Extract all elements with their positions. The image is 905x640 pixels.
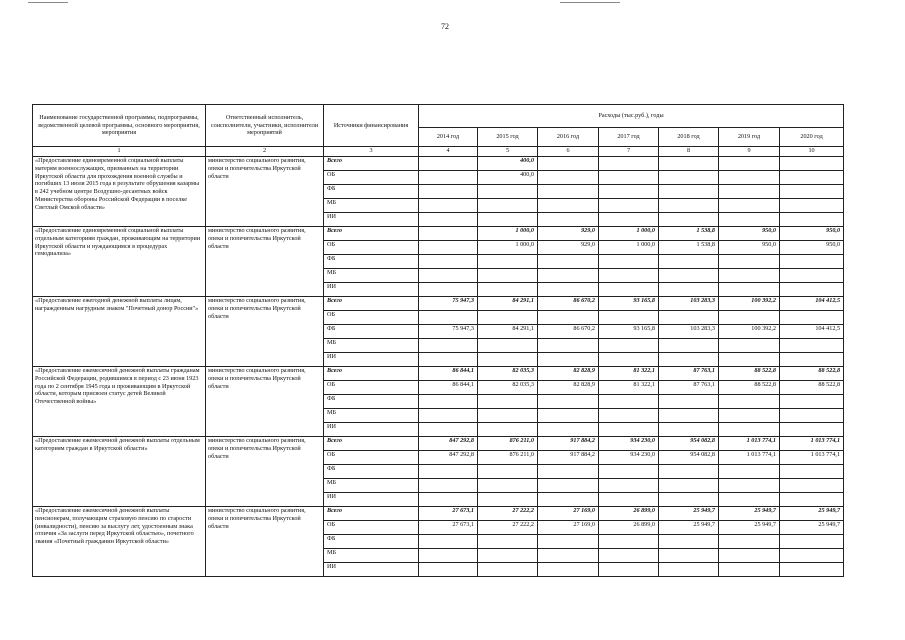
program-name: «Предоставление ежегодной денежной выплаты лицам, награжденным нагрудным знаком "Почетный донор России"» bbox=[33, 297, 206, 367]
program-name: «Предоставление ежемесячной денежной выплаты гражданам Российской Федерации, родившимся в период с 23 июня 1923 года по 2 сентября 1945 года и проживающим в Иркутской области, которым присвоен статус детей Великой Отечественной войны» bbox=[33, 367, 206, 437]
header-expenses: Расходы (тыс.руб.), годы bbox=[419, 105, 844, 128]
executor: министерство социального развития, опеки и попечительства Иркутской области bbox=[206, 227, 324, 297]
amount-cell bbox=[780, 465, 844, 479]
amount-cell: 25 949,7 bbox=[780, 521, 844, 535]
header-year: 2014 год bbox=[419, 128, 478, 147]
amount-cell bbox=[659, 339, 719, 353]
amount-cell: 847 292,8 bbox=[419, 437, 478, 451]
funding-source: ОБ bbox=[324, 521, 419, 535]
amount-cell bbox=[780, 535, 844, 549]
amount-cell: 950,0 bbox=[719, 227, 780, 241]
amount-cell bbox=[419, 353, 478, 367]
amount-cell bbox=[419, 465, 478, 479]
amount-cell bbox=[478, 535, 538, 549]
amount-cell bbox=[538, 493, 599, 507]
program-name: «Предоставление единовременной социальной выплаты матерям военнослужащих, призванных на территории Иркутской области для прохождения военной службы и погибших 13 июля 2015 года в результате обрушения казармы в 242 учебном центре Воздушно-десантных войск Министерства обороны Российской Федерации в поселке Светлый Омской области» bbox=[33, 157, 206, 227]
amount-cell bbox=[780, 423, 844, 437]
amount-cell: 26 899,0 bbox=[599, 521, 659, 535]
amount-cell bbox=[659, 465, 719, 479]
amount-cell bbox=[599, 311, 659, 325]
amount-cell: 929,0 bbox=[538, 227, 599, 241]
amount-cell bbox=[538, 269, 599, 283]
amount-cell bbox=[719, 185, 780, 199]
amount-cell bbox=[478, 339, 538, 353]
amount-cell bbox=[478, 479, 538, 493]
table-row bbox=[33, 507, 844, 521]
page-number: 72 bbox=[441, 22, 449, 31]
amount-cell bbox=[419, 213, 478, 227]
funding-source: МБ bbox=[324, 269, 419, 283]
amount-cell bbox=[599, 493, 659, 507]
amount-cell bbox=[780, 549, 844, 563]
amount-cell bbox=[538, 563, 599, 577]
executor: министерство социального развития, опеки и попечительства Иркутской области bbox=[206, 157, 324, 227]
amount-cell: 934 230,0 bbox=[599, 451, 659, 465]
header-year: 2018 год bbox=[659, 128, 719, 147]
amount-cell bbox=[719, 199, 780, 213]
header-year: 2017 год bbox=[599, 128, 659, 147]
amount-cell: 27 222,2 bbox=[478, 507, 538, 521]
amount-cell bbox=[719, 409, 780, 423]
amount-cell bbox=[538, 423, 599, 437]
amount-cell: 876 211,0 bbox=[478, 437, 538, 451]
amount-cell bbox=[419, 493, 478, 507]
amount-cell bbox=[478, 409, 538, 423]
amount-cell: 27 673,1 bbox=[419, 521, 478, 535]
amount-cell: 1 538,8 bbox=[659, 227, 719, 241]
executor: министерство социального развития, опеки и попечительства Иркутской области bbox=[206, 367, 324, 437]
amount-cell bbox=[659, 423, 719, 437]
amount-cell: 954 082,8 bbox=[659, 451, 719, 465]
amount-cell bbox=[419, 339, 478, 353]
funding-source: МБ bbox=[324, 409, 419, 423]
amount-cell bbox=[659, 493, 719, 507]
amount-cell: 847 292,8 bbox=[419, 451, 478, 465]
amount-cell bbox=[719, 535, 780, 549]
amount-cell: 26 899,0 bbox=[599, 507, 659, 521]
amount-cell: 82 828,9 bbox=[538, 381, 599, 395]
amount-cell bbox=[419, 479, 478, 493]
column-number: 3 bbox=[324, 147, 419, 157]
amount-cell: 88 522,8 bbox=[719, 367, 780, 381]
amount-cell bbox=[780, 479, 844, 493]
amount-cell: 86 670,2 bbox=[538, 297, 599, 311]
funding-source: ФБ bbox=[324, 185, 419, 199]
amount-cell: 1 000,0 bbox=[478, 227, 538, 241]
amount-cell: 82 035,3 bbox=[478, 367, 538, 381]
amount-cell: 25 949,7 bbox=[659, 521, 719, 535]
amount-cell bbox=[780, 563, 844, 577]
amount-cell: 1 013 774,1 bbox=[780, 451, 844, 465]
funding-source: Всего bbox=[324, 157, 419, 171]
funding-source: ФБ bbox=[324, 535, 419, 549]
amount-cell bbox=[538, 255, 599, 269]
table-row bbox=[33, 297, 844, 311]
funding-source: ФБ bbox=[324, 255, 419, 269]
amount-cell bbox=[659, 409, 719, 423]
amount-cell: 1 000,0 bbox=[599, 241, 659, 255]
amount-cell bbox=[478, 199, 538, 213]
amount-cell bbox=[419, 395, 478, 409]
amount-cell: 950,0 bbox=[780, 241, 844, 255]
header-source: Источники финансирования bbox=[324, 105, 419, 147]
amount-cell: 1 013 774,1 bbox=[780, 437, 844, 451]
amount-cell: 88 522,8 bbox=[780, 381, 844, 395]
header-year: 2016 год bbox=[538, 128, 599, 147]
amount-cell bbox=[538, 283, 599, 297]
amount-cell bbox=[599, 535, 659, 549]
amount-cell bbox=[538, 353, 599, 367]
amount-cell bbox=[599, 563, 659, 577]
budget-table bbox=[32, 104, 844, 577]
funding-source: Всего bbox=[324, 227, 419, 241]
amount-cell bbox=[419, 311, 478, 325]
column-number: 5 bbox=[478, 147, 538, 157]
amount-cell bbox=[659, 479, 719, 493]
amount-cell bbox=[659, 549, 719, 563]
amount-cell: 86 844,1 bbox=[419, 381, 478, 395]
amount-cell bbox=[538, 157, 599, 171]
table-row bbox=[33, 437, 844, 451]
amount-cell bbox=[719, 479, 780, 493]
amount-cell bbox=[478, 563, 538, 577]
amount-cell bbox=[419, 241, 478, 255]
amount-cell: 1 013 774,1 bbox=[719, 437, 780, 451]
executor: министерство социального развития, опеки и попечительства Иркутской области bbox=[206, 297, 324, 367]
amount-cell bbox=[478, 395, 538, 409]
amount-cell bbox=[419, 269, 478, 283]
column-number: 1 bbox=[33, 147, 206, 157]
amount-cell bbox=[419, 535, 478, 549]
amount-cell bbox=[659, 535, 719, 549]
funding-source: ОБ bbox=[324, 381, 419, 395]
amount-cell bbox=[538, 409, 599, 423]
amount-cell bbox=[719, 395, 780, 409]
amount-cell bbox=[719, 255, 780, 269]
amount-cell bbox=[780, 185, 844, 199]
amount-cell: 104 412,5 bbox=[780, 325, 844, 339]
amount-cell: 84 291,1 bbox=[478, 325, 538, 339]
amount-cell bbox=[780, 311, 844, 325]
amount-cell bbox=[719, 563, 780, 577]
amount-cell: 1 000,0 bbox=[599, 227, 659, 241]
amount-cell bbox=[599, 213, 659, 227]
amount-cell: 954 082,8 bbox=[659, 437, 719, 451]
amount-cell bbox=[719, 549, 780, 563]
amount-cell: 25 949,7 bbox=[780, 507, 844, 521]
amount-cell: 86 844,1 bbox=[419, 367, 478, 381]
program-name: «Предоставление ежемесячной денежной выплаты отдельным категориям граждан в Иркутской области» bbox=[33, 437, 206, 507]
funding-source: Всего bbox=[324, 507, 419, 521]
executor: министерство социального развития, опеки и попечительства Иркутской области bbox=[206, 507, 324, 577]
funding-source: ФБ bbox=[324, 395, 419, 409]
funding-source: МБ bbox=[324, 479, 419, 493]
amount-cell: 876 211,0 bbox=[478, 451, 538, 465]
amount-cell bbox=[419, 423, 478, 437]
amount-cell bbox=[419, 255, 478, 269]
amount-cell bbox=[719, 213, 780, 227]
amount-cell bbox=[659, 157, 719, 171]
amount-cell: 400,0 bbox=[478, 171, 538, 185]
amount-cell bbox=[538, 395, 599, 409]
funding-source: ОБ bbox=[324, 171, 419, 185]
column-number: 8 bbox=[659, 147, 719, 157]
amount-cell bbox=[538, 339, 599, 353]
amount-cell bbox=[719, 157, 780, 171]
amount-cell bbox=[599, 199, 659, 213]
amount-cell bbox=[780, 213, 844, 227]
amount-cell: 93 165,8 bbox=[599, 297, 659, 311]
column-number: 10 bbox=[780, 147, 844, 157]
amount-cell: 27 169,0 bbox=[538, 507, 599, 521]
funding-source: ИИ bbox=[324, 493, 419, 507]
amount-cell bbox=[538, 549, 599, 563]
amount-cell: 104 412,5 bbox=[780, 297, 844, 311]
amount-cell: 82 035,3 bbox=[478, 381, 538, 395]
amount-cell bbox=[599, 353, 659, 367]
amount-cell bbox=[538, 199, 599, 213]
funding-source: Всего bbox=[324, 297, 419, 311]
amount-cell bbox=[719, 171, 780, 185]
executor: министерство социального развития, опеки и попечительства Иркутской области bbox=[206, 437, 324, 507]
funding-source: ИИ bbox=[324, 563, 419, 577]
amount-cell: 87 763,1 bbox=[659, 381, 719, 395]
table-row bbox=[33, 157, 844, 171]
amount-cell bbox=[419, 563, 478, 577]
program-name: «Предоставление ежемесячной денежной выплаты пенсионерам, получающим страховую пенсию по старости (инвалидности), пенсию за выслугу лет, удостоенным знака отличия «За заслуги перед Иркутской областью», почетного звания «Почетный гражданин Иркутской области» bbox=[33, 507, 206, 577]
funding-source: Всего bbox=[324, 367, 419, 381]
amount-cell bbox=[419, 185, 478, 199]
amount-cell bbox=[599, 255, 659, 269]
amount-cell bbox=[599, 171, 659, 185]
amount-cell bbox=[599, 409, 659, 423]
amount-cell: 950,0 bbox=[780, 227, 844, 241]
amount-cell bbox=[719, 353, 780, 367]
amount-cell: 400,0 bbox=[478, 157, 538, 171]
column-number: 6 bbox=[538, 147, 599, 157]
amount-cell bbox=[599, 283, 659, 297]
amount-cell bbox=[719, 283, 780, 297]
program-name: «Предоставление единовременной социальной выплаты отдельным категориям граждан, проживающим на территории Иркутской области и нуждающимся в процедурах гемодиализа» bbox=[33, 227, 206, 297]
amount-cell bbox=[599, 395, 659, 409]
amount-cell: 1 000,0 bbox=[478, 241, 538, 255]
amount-cell: 75 947,3 bbox=[419, 297, 478, 311]
amount-cell bbox=[599, 465, 659, 479]
amount-cell bbox=[659, 353, 719, 367]
column-number: 4 bbox=[419, 147, 478, 157]
amount-cell bbox=[659, 283, 719, 297]
header-year: 2020 год bbox=[780, 128, 844, 147]
amount-cell bbox=[478, 283, 538, 297]
amount-cell bbox=[419, 227, 478, 241]
amount-cell bbox=[719, 465, 780, 479]
amount-cell: 93 165,8 bbox=[599, 325, 659, 339]
amount-cell bbox=[599, 157, 659, 171]
amount-cell bbox=[780, 283, 844, 297]
amount-cell bbox=[538, 311, 599, 325]
amount-cell bbox=[780, 255, 844, 269]
amount-cell bbox=[478, 269, 538, 283]
amount-cell bbox=[478, 213, 538, 227]
amount-cell bbox=[780, 157, 844, 171]
amount-cell: 87 763,1 bbox=[659, 367, 719, 381]
amount-cell bbox=[538, 465, 599, 479]
table-row bbox=[33, 367, 844, 381]
funding-source: Всего bbox=[324, 437, 419, 451]
funding-source: ОБ bbox=[324, 311, 419, 325]
amount-cell: 25 949,7 bbox=[659, 507, 719, 521]
amount-cell bbox=[419, 283, 478, 297]
amount-cell: 929,0 bbox=[538, 241, 599, 255]
amount-cell: 84 291,1 bbox=[478, 297, 538, 311]
amount-cell bbox=[780, 409, 844, 423]
amount-cell bbox=[659, 269, 719, 283]
amount-cell bbox=[538, 535, 599, 549]
amount-cell: 86 670,2 bbox=[538, 325, 599, 339]
funding-source: ИИ bbox=[324, 213, 419, 227]
amount-cell bbox=[599, 423, 659, 437]
funding-source: ОБ bbox=[324, 451, 419, 465]
table-row bbox=[33, 227, 844, 241]
amount-cell: 81 322,1 bbox=[599, 367, 659, 381]
amount-cell: 1 538,8 bbox=[659, 241, 719, 255]
amount-cell bbox=[599, 339, 659, 353]
amount-cell bbox=[599, 549, 659, 563]
amount-cell bbox=[538, 479, 599, 493]
amount-cell: 103 283,3 bbox=[659, 325, 719, 339]
amount-cell: 88 522,8 bbox=[719, 381, 780, 395]
funding-source: МБ bbox=[324, 549, 419, 563]
funding-source: ФБ bbox=[324, 465, 419, 479]
amount-cell: 25 949,7 bbox=[719, 521, 780, 535]
header-name: Наименование государственной программы, подпрограммы, ведомственной целевой программы, основного мероприятия, мероприятия bbox=[33, 105, 206, 147]
amount-cell bbox=[478, 465, 538, 479]
header-year: 2019 год bbox=[719, 128, 780, 147]
amount-cell bbox=[478, 255, 538, 269]
funding-source: ИИ bbox=[324, 283, 419, 297]
amount-cell bbox=[780, 353, 844, 367]
amount-cell bbox=[419, 199, 478, 213]
amount-cell bbox=[659, 171, 719, 185]
amount-cell: 100 392,2 bbox=[719, 325, 780, 339]
funding-source: ОБ bbox=[324, 241, 419, 255]
amount-cell bbox=[538, 213, 599, 227]
amount-cell bbox=[538, 185, 599, 199]
amount-cell bbox=[419, 409, 478, 423]
amount-cell bbox=[659, 185, 719, 199]
amount-cell: 27 169,0 bbox=[538, 521, 599, 535]
amount-cell: 1 013 774,1 bbox=[719, 451, 780, 465]
funding-source: ИИ bbox=[324, 423, 419, 437]
amount-cell bbox=[719, 423, 780, 437]
amount-cell bbox=[478, 549, 538, 563]
column-number: 9 bbox=[719, 147, 780, 157]
amount-cell bbox=[478, 493, 538, 507]
amount-cell bbox=[419, 549, 478, 563]
amount-cell: 25 949,7 bbox=[719, 507, 780, 521]
funding-source: ФБ bbox=[324, 325, 419, 339]
amount-cell bbox=[659, 563, 719, 577]
amount-cell bbox=[719, 493, 780, 507]
scan-mark bbox=[560, 2, 620, 3]
amount-cell bbox=[780, 171, 844, 185]
amount-cell: 82 828,9 bbox=[538, 367, 599, 381]
amount-cell: 27 222,2 bbox=[478, 521, 538, 535]
amount-cell bbox=[780, 339, 844, 353]
amount-cell: 950,0 bbox=[719, 241, 780, 255]
amount-cell bbox=[780, 199, 844, 213]
header-executor: Ответственный исполнитель, соисполнители, участники, исполнители мероприятий bbox=[206, 105, 324, 147]
amount-cell bbox=[780, 493, 844, 507]
header-year: 2015 год bbox=[478, 128, 538, 147]
amount-cell bbox=[719, 339, 780, 353]
funding-source: МБ bbox=[324, 339, 419, 353]
amount-cell bbox=[780, 395, 844, 409]
amount-cell: 917 884,2 bbox=[538, 451, 599, 465]
amount-cell bbox=[419, 157, 478, 171]
amount-cell bbox=[599, 479, 659, 493]
column-number: 7 bbox=[599, 147, 659, 157]
scan-mark bbox=[28, 2, 68, 3]
amount-cell: 81 322,1 bbox=[599, 381, 659, 395]
amount-cell: 934 230,0 bbox=[599, 437, 659, 451]
amount-cell: 75 947,3 bbox=[419, 325, 478, 339]
amount-cell bbox=[599, 269, 659, 283]
amount-cell bbox=[478, 311, 538, 325]
amount-cell: 27 673,1 bbox=[419, 507, 478, 521]
amount-cell bbox=[478, 423, 538, 437]
amount-cell: 917 884,2 bbox=[538, 437, 599, 451]
amount-cell bbox=[478, 353, 538, 367]
amount-cell bbox=[478, 185, 538, 199]
amount-cell bbox=[659, 395, 719, 409]
amount-cell bbox=[659, 311, 719, 325]
amount-cell bbox=[599, 185, 659, 199]
funding-source: ИИ bbox=[324, 353, 419, 367]
amount-cell bbox=[780, 269, 844, 283]
funding-source: МБ bbox=[324, 199, 419, 213]
amount-cell bbox=[659, 213, 719, 227]
amount-cell bbox=[719, 269, 780, 283]
amount-cell: 88 522,8 bbox=[780, 367, 844, 381]
amount-cell: 103 283,3 bbox=[659, 297, 719, 311]
amount-cell bbox=[419, 171, 478, 185]
amount-cell bbox=[538, 171, 599, 185]
amount-cell: 100 392,2 bbox=[719, 297, 780, 311]
amount-cell bbox=[659, 199, 719, 213]
amount-cell bbox=[659, 255, 719, 269]
column-number: 2 bbox=[206, 147, 324, 157]
amount-cell bbox=[719, 311, 780, 325]
